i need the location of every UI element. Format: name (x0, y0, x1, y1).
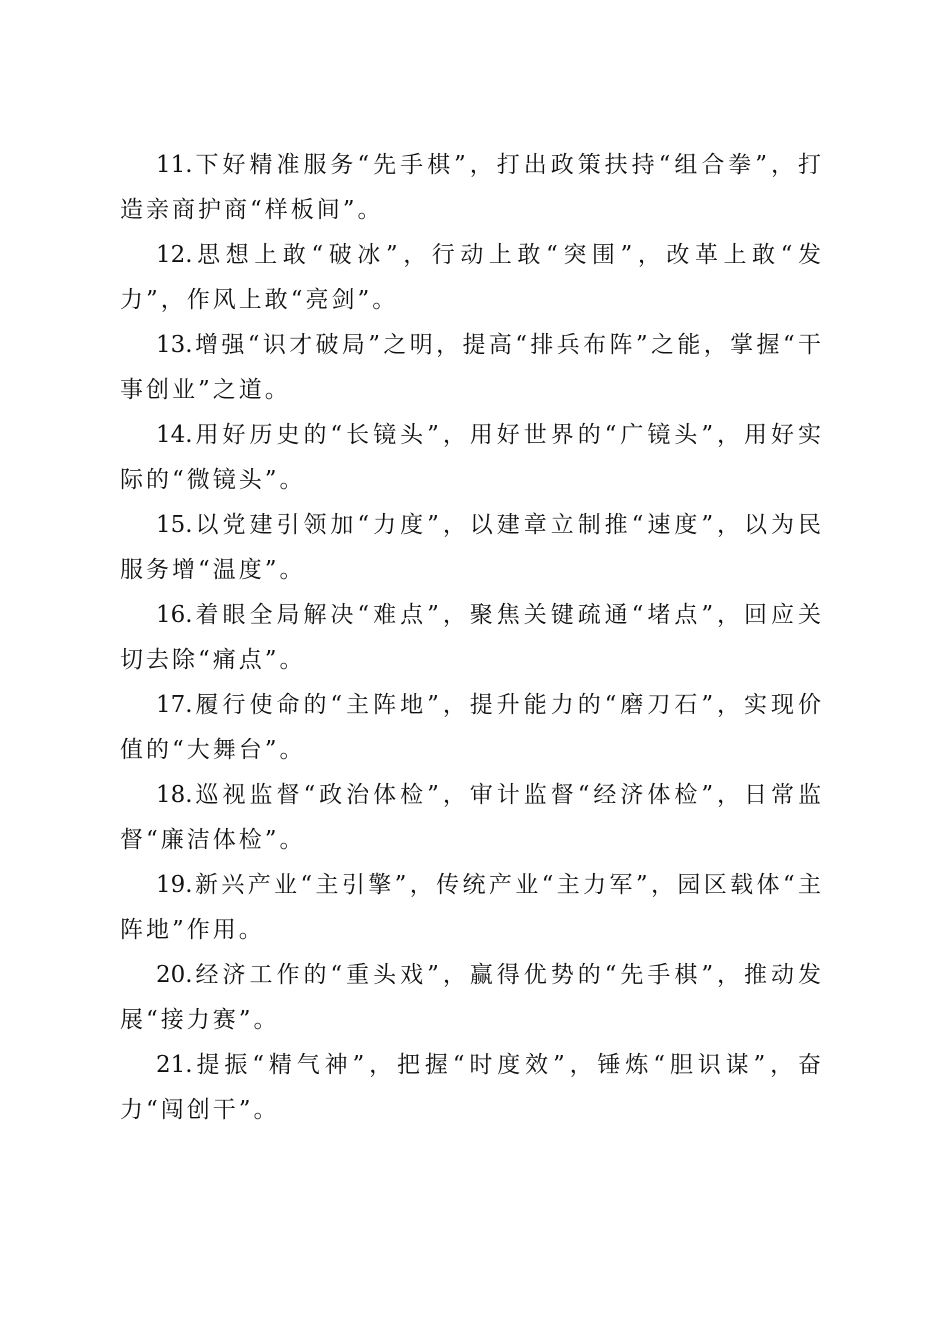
list-item (120, 323, 824, 413)
item-number: 12. (156, 242, 193, 268)
item-number: 11. (156, 152, 193, 178)
list-item (120, 233, 824, 323)
item-text: 新兴产业“主引擎”，传统产业“主力军”，园区载体“主阵地”作用。 (120, 872, 824, 943)
item-text: 思想上敢“破冰”，行动上敢“突围”，改革上敢“发力”，作风上敢“亮剑”。 (120, 242, 824, 313)
item-text: 履行使命的“主阵地”，提升能力的“磨刀石”，实现价值的“大舞台”。 (120, 692, 824, 763)
item-number: 17. (156, 692, 193, 718)
list-item (120, 863, 824, 953)
item-number: 15. (156, 512, 193, 538)
list-item (120, 683, 824, 773)
list-item (120, 953, 824, 1043)
document-body (120, 143, 824, 1133)
item-text: 着眼全局解决“难点”，聚焦关键疏通“堵点”，回应关切去除“痛点”。 (120, 602, 824, 673)
item-text: 巡视监督“政治体检”，审计监督“经济体检”，日常监督“廉洁体检”。 (120, 782, 824, 853)
item-text: 增强“识才破局”之明，提高“排兵布阵”之能，掌握“干事创业”之道。 (120, 332, 824, 403)
item-number: 18. (156, 782, 193, 808)
item-number: 14. (156, 422, 193, 448)
item-number: 13. (156, 332, 193, 358)
item-number: 16. (156, 602, 193, 628)
item-text: 以党建引领加“力度”，以建章立制推“速度”，以为民服务增“温度”。 (120, 512, 824, 583)
item-number: 19. (156, 872, 193, 898)
list-item (120, 593, 824, 683)
list-item (120, 503, 824, 593)
item-text: 提振“精气神”，把握“时度效”，锤炼“胆识谋”，奋力“闯创干”。 (120, 1052, 824, 1123)
list-item (120, 143, 824, 233)
list-item (120, 413, 824, 503)
item-text: 下好精准服务“先手棋”，打出政策扶持“组合拳”，打造亲商护商“样板间”。 (120, 152, 824, 223)
item-text: 用好历史的“长镜头”，用好世界的“广镜头”，用好实际的“微镜头”。 (120, 422, 824, 493)
list-item (120, 1043, 824, 1133)
item-number: 20. (156, 962, 193, 988)
item-text: 经济工作的“重头戏”，赢得优势的“先手棋”，推动发展“接力赛”。 (120, 962, 824, 1033)
list-item (120, 773, 824, 863)
item-number: 21. (156, 1052, 193, 1078)
